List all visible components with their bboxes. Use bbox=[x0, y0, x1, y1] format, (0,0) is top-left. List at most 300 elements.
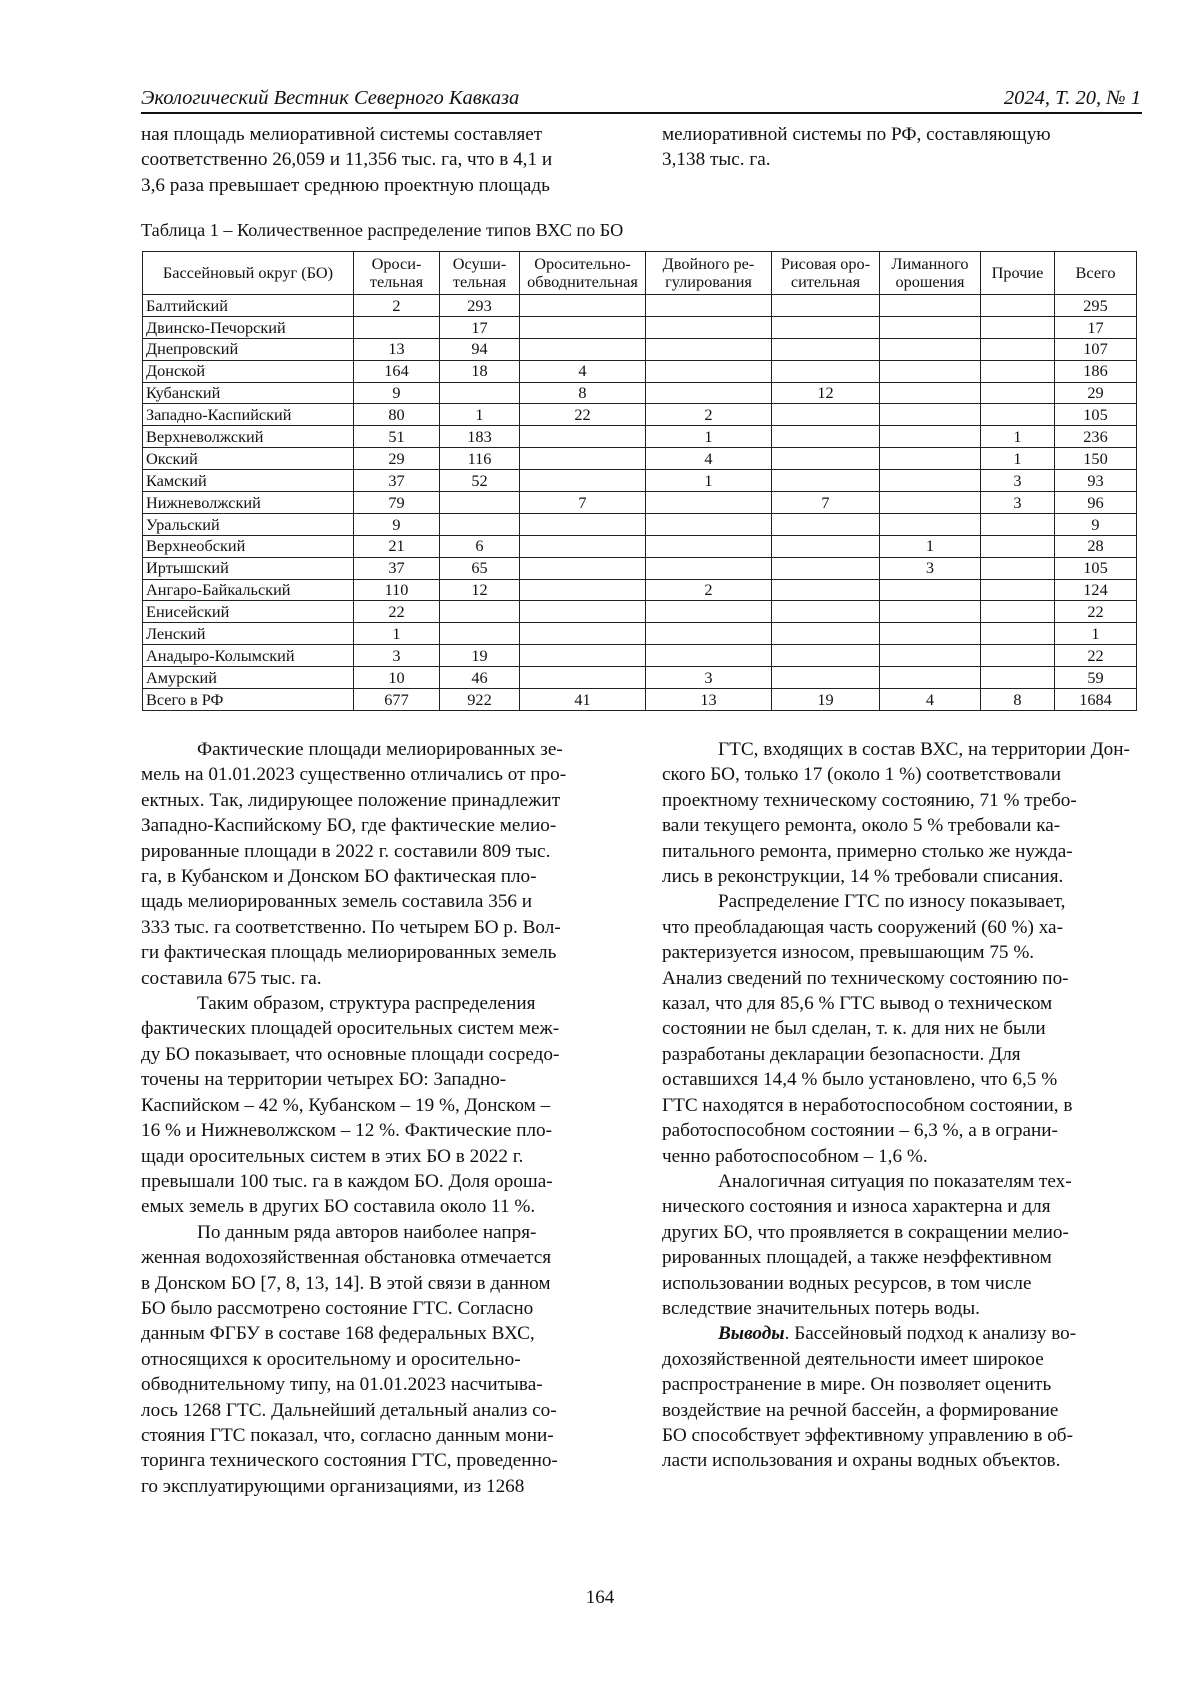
text-line: вали текущего ремонта, около 5 % требовали ка- bbox=[662, 815, 1061, 837]
count-cell bbox=[880, 404, 981, 426]
text-line: фактических площадей оросительных систем меж- bbox=[141, 1018, 560, 1040]
table-row bbox=[143, 426, 1137, 448]
table-row bbox=[143, 557, 1137, 579]
count-cell: 236 bbox=[1055, 426, 1137, 448]
basin-name-cell: Ангаро-Байкальский bbox=[143, 579, 354, 601]
table-row bbox=[143, 295, 1137, 317]
count-cell bbox=[981, 513, 1055, 535]
text-line: Бассейновый округ (БО) bbox=[162, 263, 334, 282]
count-cell: 9 bbox=[354, 382, 440, 404]
basin-name-cell: Ленский bbox=[143, 623, 354, 645]
table-row bbox=[143, 316, 1137, 338]
text-line: По данным ряда авторов наиболее напря- bbox=[197, 1221, 537, 1243]
count-cell bbox=[520, 623, 646, 645]
table-row bbox=[143, 448, 1137, 470]
count-cell bbox=[646, 316, 772, 338]
count-cell: 3 bbox=[981, 492, 1055, 514]
header-divider bbox=[141, 112, 1142, 114]
count-cell: 22 bbox=[354, 601, 440, 623]
count-cell bbox=[520, 426, 646, 448]
count-cell bbox=[880, 513, 981, 535]
text-line: рированных площадей, а также неэффективном bbox=[662, 1247, 1052, 1269]
count-cell: 1 bbox=[646, 470, 772, 492]
journal-volume: 2024, Т. 20, № 1 bbox=[1003, 87, 1141, 109]
count-cell bbox=[981, 667, 1055, 689]
text-line: стояния ГТС показал, что, согласно данным мони- bbox=[141, 1424, 554, 1446]
text-line: тельная bbox=[369, 272, 424, 291]
count-cell bbox=[646, 360, 772, 382]
count-cell: 29 bbox=[1055, 382, 1137, 404]
count-cell: 41 bbox=[520, 689, 646, 711]
text-line: Двойного ре- bbox=[662, 254, 755, 273]
text-line: обводнительная bbox=[527, 272, 638, 291]
count-cell: 79 bbox=[354, 492, 440, 514]
count-cell bbox=[520, 513, 646, 535]
table-row bbox=[143, 470, 1137, 492]
count-cell bbox=[520, 295, 646, 317]
count-cell bbox=[646, 535, 772, 557]
right-column-text bbox=[662, 737, 1142, 1474]
body-paragraph bbox=[662, 737, 1142, 889]
count-cell bbox=[981, 535, 1055, 557]
text-line: . Бассейновый подход к анализу во- bbox=[784, 1323, 1077, 1345]
text-line: сительная bbox=[790, 272, 861, 291]
count-cell bbox=[880, 316, 981, 338]
table-row bbox=[143, 360, 1137, 382]
count-cell bbox=[772, 623, 880, 645]
count-cell: 59 bbox=[1055, 667, 1137, 689]
basin-name-cell: Камский bbox=[143, 470, 354, 492]
top-left-text bbox=[141, 122, 621, 198]
count-cell bbox=[772, 448, 880, 470]
count-cell: 4 bbox=[880, 689, 981, 711]
table-body bbox=[143, 295, 1137, 711]
count-cell: 9 bbox=[1055, 513, 1137, 535]
count-cell bbox=[646, 557, 772, 579]
table-row bbox=[143, 645, 1137, 667]
count-cell: 80 bbox=[354, 404, 440, 426]
table-row bbox=[143, 689, 1137, 711]
basin-name-cell: Енисейский bbox=[143, 601, 354, 623]
count-cell bbox=[646, 492, 772, 514]
table-header-row bbox=[143, 252, 1137, 295]
basin-name-cell: Кубанский bbox=[143, 382, 354, 404]
count-cell bbox=[520, 448, 646, 470]
text-line: Оросительно- bbox=[534, 254, 631, 273]
text-line: Распределение ГТС по износу показывает, bbox=[718, 891, 1066, 913]
text-line: лось 1268 ГТС. Дальнейший детальный анализ со- bbox=[141, 1399, 557, 1421]
text-line: нического состояния и износа характерна и для bbox=[662, 1196, 1051, 1218]
text-line: казал, что для 85,6 % ГТС вывод о техническом bbox=[662, 993, 1053, 1015]
body-paragraph bbox=[662, 889, 1142, 1168]
count-cell: 105 bbox=[1055, 557, 1137, 579]
count-cell bbox=[981, 404, 1055, 426]
text-line: ектных. Так, лидирующее положение принадлежит bbox=[141, 789, 561, 811]
table-row bbox=[143, 623, 1137, 645]
text-line: 3,6 раза превышает среднюю проектную площадь bbox=[141, 174, 550, 196]
column-header bbox=[354, 252, 440, 295]
count-cell: 922 bbox=[440, 689, 520, 711]
count-cell: 2 bbox=[646, 404, 772, 426]
count-cell: 293 bbox=[440, 295, 520, 317]
text-line: Анализ сведений по техническому состоянию по- bbox=[662, 967, 1069, 989]
count-cell: 9 bbox=[354, 513, 440, 535]
count-cell bbox=[440, 623, 520, 645]
count-cell bbox=[880, 623, 981, 645]
count-cell bbox=[880, 426, 981, 448]
text-line: вследствие значительных потерь воды. bbox=[662, 1297, 980, 1319]
text-line: щади оросительных систем в этих БО в 2022 г. bbox=[141, 1145, 524, 1167]
count-cell: 164 bbox=[354, 360, 440, 382]
count-cell: 6 bbox=[440, 535, 520, 557]
text-line: точены на территории четырех БО: Западно- bbox=[141, 1069, 507, 1091]
count-cell: 107 bbox=[1055, 338, 1137, 360]
text-line: Таким образом, структура распределения bbox=[197, 993, 536, 1015]
text-line: 16 % и Нижневолжском – 12 %. Фактические пло- bbox=[141, 1120, 553, 1142]
count-cell bbox=[772, 579, 880, 601]
text-line: ченно работоспособном – 1,6 %. bbox=[662, 1145, 928, 1167]
text-line: составила 675 тыс. га. bbox=[141, 967, 322, 989]
count-cell: 8 bbox=[981, 689, 1055, 711]
basin-name-cell: Окский bbox=[143, 448, 354, 470]
column-header bbox=[1055, 252, 1137, 295]
count-cell: 19 bbox=[772, 689, 880, 711]
table-row bbox=[143, 667, 1137, 689]
count-cell: 183 bbox=[440, 426, 520, 448]
text-line: проектному техническому состоянию, 71 % требо- bbox=[662, 789, 1077, 811]
count-cell: 1 bbox=[354, 623, 440, 645]
count-cell bbox=[880, 360, 981, 382]
text-line: в Донском БО [7, 8, 13, 14]. В этой связи в данном bbox=[141, 1272, 551, 1294]
count-cell bbox=[981, 316, 1055, 338]
count-cell: 1 bbox=[880, 535, 981, 557]
column-header bbox=[143, 252, 354, 295]
column-header bbox=[981, 252, 1055, 295]
text-line: ГТС, входящих в состав ВХС, на территории Дон- bbox=[718, 739, 1130, 760]
text-line: ная площадь мелиоративной системы составляет bbox=[141, 124, 543, 145]
count-cell: 13 bbox=[646, 689, 772, 711]
count-cell: 1 bbox=[440, 404, 520, 426]
count-cell bbox=[880, 382, 981, 404]
count-cell bbox=[772, 667, 880, 689]
text-line: гулирования bbox=[665, 272, 752, 291]
basin-name-cell: Анадыро-Колымский bbox=[143, 645, 354, 667]
text-line: БО способствует эффективному управлению в об- bbox=[662, 1424, 1073, 1446]
count-cell: 37 bbox=[354, 557, 440, 579]
count-cell bbox=[772, 316, 880, 338]
count-cell bbox=[440, 492, 520, 514]
conclusion-label: Выводы bbox=[718, 1323, 785, 1345]
count-cell bbox=[440, 382, 520, 404]
text-line: 3,138 тыс. га. bbox=[662, 149, 771, 171]
count-cell: 4 bbox=[646, 448, 772, 470]
count-cell: 105 bbox=[1055, 404, 1137, 426]
count-cell bbox=[981, 338, 1055, 360]
text-line: Аналогичная ситуация по показателям тех- bbox=[718, 1170, 1072, 1192]
count-cell bbox=[772, 470, 880, 492]
count-cell bbox=[440, 513, 520, 535]
count-cell: 1 bbox=[981, 426, 1055, 448]
column-header bbox=[880, 252, 981, 295]
count-cell bbox=[646, 382, 772, 404]
count-cell: 2 bbox=[646, 579, 772, 601]
count-cell: 94 bbox=[440, 338, 520, 360]
count-cell: 3 bbox=[981, 470, 1055, 492]
count-cell bbox=[520, 535, 646, 557]
text-line: мелиоративной системы по РФ, составляющую bbox=[662, 124, 1051, 145]
basin-name-cell: Амурский bbox=[143, 667, 354, 689]
running-header bbox=[141, 86, 1141, 110]
count-cell: 22 bbox=[1055, 645, 1137, 667]
count-cell bbox=[880, 645, 981, 667]
text-line: превышали 100 тыс. га в каждом БО. Доля ороша- bbox=[141, 1170, 553, 1192]
top-right-paragraph bbox=[662, 122, 1142, 173]
right-paragraphs bbox=[662, 737, 1142, 1321]
count-cell: 1 bbox=[646, 426, 772, 448]
count-cell: 3 bbox=[354, 645, 440, 667]
text-line: относящихся к оросительному и оросительно- bbox=[141, 1348, 521, 1370]
basin-name-cell: Иртышский bbox=[143, 557, 354, 579]
text-line: состоянии не был сделан, т. к. для них не были bbox=[662, 1018, 1046, 1040]
column-header bbox=[440, 252, 520, 295]
text-line: го эксплуатирующими организациями, из 1268 bbox=[141, 1475, 525, 1497]
count-cell bbox=[880, 448, 981, 470]
table-row bbox=[143, 404, 1137, 426]
count-cell bbox=[772, 645, 880, 667]
count-cell: 12 bbox=[772, 382, 880, 404]
count-cell bbox=[981, 623, 1055, 645]
text-line: Ороси- bbox=[371, 254, 422, 273]
count-cell bbox=[772, 360, 880, 382]
count-cell bbox=[646, 338, 772, 360]
count-cell bbox=[981, 295, 1055, 317]
count-cell bbox=[646, 601, 772, 623]
count-cell: 19 bbox=[440, 645, 520, 667]
count-cell bbox=[520, 557, 646, 579]
basin-name-cell: Западно-Каспийский bbox=[143, 404, 354, 426]
count-cell bbox=[880, 470, 981, 492]
count-cell: 10 bbox=[354, 667, 440, 689]
text-line: разработаны декларации безопасности. Для bbox=[662, 1043, 1021, 1065]
basin-name-cell: Всего в РФ bbox=[143, 689, 354, 711]
text-line: лись в реконструкции, 14 % требовали списания. bbox=[662, 866, 1064, 888]
count-cell: 1 bbox=[1055, 623, 1137, 645]
text-line: Лиманного bbox=[891, 254, 969, 273]
body-paragraph bbox=[662, 1169, 1142, 1321]
count-cell bbox=[354, 316, 440, 338]
text-line: ского БО, только 17 (около 1 %) соответствовали bbox=[662, 764, 1061, 786]
count-cell bbox=[772, 426, 880, 448]
count-cell bbox=[981, 579, 1055, 601]
count-cell bbox=[646, 623, 772, 645]
count-cell: 17 bbox=[440, 316, 520, 338]
text-line: Каспийском – 42 %, Кубанском – 19 %, Донском – bbox=[141, 1094, 551, 1116]
text-line: 333 тыс. га соответственно. По четырем БО р. Вол- bbox=[141, 916, 561, 938]
count-cell: 150 bbox=[1055, 448, 1137, 470]
count-cell bbox=[520, 316, 646, 338]
text-line: ги фактическая площадь мелиорированных земель bbox=[141, 942, 557, 964]
body-paragraph bbox=[141, 991, 621, 1220]
text-line: щадь мелиорированных земель составила 356 и bbox=[141, 891, 533, 913]
table-row bbox=[143, 601, 1137, 623]
table-row bbox=[143, 579, 1137, 601]
count-cell bbox=[981, 645, 1055, 667]
basin-name-cell: Двинско-Печорский bbox=[143, 316, 354, 338]
count-cell: 116 bbox=[440, 448, 520, 470]
column-header bbox=[772, 252, 880, 295]
table-row bbox=[143, 338, 1137, 360]
count-cell bbox=[772, 404, 880, 426]
text-line: Всего bbox=[1075, 263, 1116, 282]
text-line: рактеризуется износом, превышающим 75 %. bbox=[662, 942, 1035, 964]
basin-name-cell: Верхневолжский bbox=[143, 426, 354, 448]
count-cell bbox=[880, 601, 981, 623]
count-cell bbox=[646, 513, 772, 535]
count-cell: 18 bbox=[440, 360, 520, 382]
text-line: орошения bbox=[895, 272, 965, 291]
text-line: емых земель в других БО составила около 11 %. bbox=[141, 1196, 536, 1218]
text-line: оставшихся 14,4 % было установлено, что 6,5 % bbox=[662, 1069, 1058, 1091]
basin-districts-table bbox=[142, 251, 1137, 711]
count-cell: 3 bbox=[880, 557, 981, 579]
count-cell bbox=[880, 338, 981, 360]
count-cell: 65 bbox=[440, 557, 520, 579]
count-cell: 8 bbox=[520, 382, 646, 404]
table-row bbox=[143, 382, 1137, 404]
count-cell bbox=[646, 295, 772, 317]
basin-name-cell: Нижневолжский bbox=[143, 492, 354, 514]
text-line: ду БО показывает, что основные площади сосредо- bbox=[141, 1043, 560, 1065]
count-cell: 29 bbox=[354, 448, 440, 470]
body-paragraph bbox=[141, 1220, 621, 1499]
text-line: обводнительному типу, на 01.01.2023 насчитыва- bbox=[141, 1374, 543, 1396]
count-cell bbox=[520, 579, 646, 601]
count-cell bbox=[646, 645, 772, 667]
body-paragraph bbox=[141, 737, 621, 991]
count-cell: 22 bbox=[520, 404, 646, 426]
count-cell bbox=[772, 601, 880, 623]
count-cell: 21 bbox=[354, 535, 440, 557]
column-header bbox=[646, 252, 772, 295]
count-cell: 2 bbox=[354, 295, 440, 317]
text-line: ГТС находятся в неработоспособном состоянии, в bbox=[662, 1094, 1073, 1116]
count-cell bbox=[520, 338, 646, 360]
count-cell: 96 bbox=[1055, 492, 1137, 514]
text-line: дохозяйственной деятельности имеет широкое bbox=[662, 1348, 1044, 1370]
page-number: 164 bbox=[585, 1587, 615, 1608]
count-cell: 46 bbox=[440, 667, 520, 689]
text-line: распространение в мире. Он позволяет оценить bbox=[662, 1374, 1052, 1396]
count-cell: 124 bbox=[1055, 579, 1137, 601]
count-cell: 28 bbox=[1055, 535, 1137, 557]
count-cell bbox=[772, 295, 880, 317]
text-line: соответственно 26,059 и 11,356 тыс. га, что в 4,1 и bbox=[141, 149, 553, 171]
text-line: тельная bbox=[452, 272, 507, 291]
count-cell: 37 bbox=[354, 470, 440, 492]
text-line: ласти использования и охраны водных объектов. bbox=[662, 1450, 1061, 1472]
text-line: БО было рассмотрено состояние ГТС. Согласно bbox=[141, 1297, 534, 1319]
table-row bbox=[143, 492, 1137, 514]
count-cell: 7 bbox=[520, 492, 646, 514]
conclusion-text bbox=[662, 1323, 1076, 1471]
count-cell bbox=[520, 470, 646, 492]
count-cell: 4 bbox=[520, 360, 646, 382]
text-line: Прочие bbox=[991, 263, 1044, 282]
count-cell bbox=[772, 535, 880, 557]
text-line: работоспособном состоянии – 6,3 %, а в ограни- bbox=[662, 1120, 1058, 1142]
text-line: Фактические площади мелиорированных зе- bbox=[197, 739, 563, 760]
text-line: данным ФГБУ в составе 168 федеральных ВХС, bbox=[141, 1323, 535, 1345]
count-cell bbox=[520, 601, 646, 623]
count-cell bbox=[880, 579, 981, 601]
text-line: других БО, что проявляется в сокращении мелио- bbox=[662, 1221, 1069, 1243]
count-cell: 22 bbox=[1055, 601, 1137, 623]
count-cell: 186 bbox=[1055, 360, 1137, 382]
count-cell: 295 bbox=[1055, 295, 1137, 317]
text-line: воздействие на речной бассейн, а формирование bbox=[662, 1399, 1059, 1421]
count-cell bbox=[440, 601, 520, 623]
text-line: мель на 01.01.2023 существенно отличались от про- bbox=[141, 764, 567, 786]
count-cell bbox=[981, 382, 1055, 404]
text-line: женная водохозяйственная обстановка отмечается bbox=[141, 1247, 552, 1269]
count-cell: 17 bbox=[1055, 316, 1137, 338]
top-right-text bbox=[662, 122, 1142, 173]
count-cell: 1 bbox=[981, 448, 1055, 470]
text-line: торинга технического состояния ГТС, проведенно- bbox=[141, 1450, 558, 1472]
count-cell: 677 bbox=[354, 689, 440, 711]
count-cell bbox=[880, 492, 981, 514]
count-cell bbox=[880, 295, 981, 317]
text-line: что преобладающая часть сооружений (60 %) ха- bbox=[662, 916, 1063, 938]
count-cell bbox=[981, 601, 1055, 623]
count-cell: 110 bbox=[354, 579, 440, 601]
text-line: Западно-Каспийскому БО, где фактические мелио- bbox=[141, 815, 557, 837]
table-row bbox=[143, 513, 1137, 535]
column-header bbox=[520, 252, 646, 295]
basin-name-cell: Днепровский bbox=[143, 338, 354, 360]
text-line: питального ремонта, примерно столько же нужда- bbox=[662, 840, 1073, 862]
count-cell bbox=[880, 667, 981, 689]
basin-name-cell: Донской bbox=[143, 360, 354, 382]
text-line: Осуши- bbox=[452, 254, 507, 273]
table-row bbox=[143, 535, 1137, 557]
count-cell bbox=[981, 557, 1055, 579]
count-cell bbox=[520, 645, 646, 667]
text-line: рированные площади в 2022 г. составили 809 тыс. bbox=[141, 840, 551, 862]
left-column-text bbox=[141, 737, 621, 1499]
text-line: использовании водных ресурсов, в том числе bbox=[662, 1272, 1032, 1294]
text-line: Рисовая оро- bbox=[780, 254, 871, 273]
count-cell bbox=[772, 513, 880, 535]
text-line: га, в Кубанском и Донском БО фактическая пло- bbox=[141, 866, 537, 888]
count-cell: 13 bbox=[354, 338, 440, 360]
table-caption: Таблица 1 – Количественное распределение типов ВХС по БО bbox=[141, 220, 624, 240]
conclusion-paragraph bbox=[662, 1321, 1142, 1473]
count-cell: 7 bbox=[772, 492, 880, 514]
count-cell: 3 bbox=[646, 667, 772, 689]
basin-name-cell: Балтийский bbox=[143, 295, 354, 317]
journal-title: Экологический Вестник Северного Кавказа bbox=[141, 87, 520, 109]
count-cell: 12 bbox=[440, 579, 520, 601]
count-cell bbox=[772, 557, 880, 579]
basin-name-cell: Уральский bbox=[143, 513, 354, 535]
count-cell bbox=[772, 338, 880, 360]
count-cell: 52 bbox=[440, 470, 520, 492]
count-cell: 93 bbox=[1055, 470, 1137, 492]
count-cell: 51 bbox=[354, 426, 440, 448]
top-left-paragraph bbox=[141, 122, 621, 198]
count-cell: 1684 bbox=[1055, 689, 1137, 711]
